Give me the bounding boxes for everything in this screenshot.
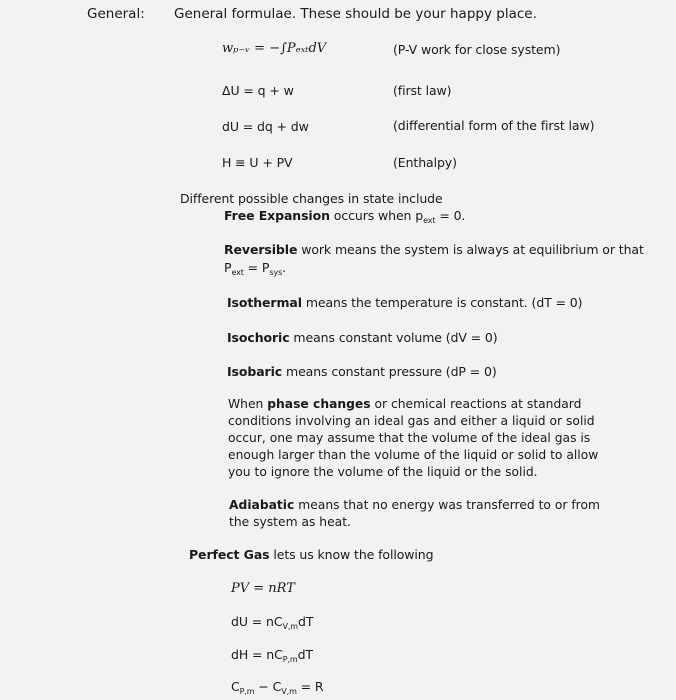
du-formula — [231, 614, 313, 629]
isochoric-line — [227, 330, 498, 345]
dh-formula — [231, 647, 313, 662]
du-sub: V,m — [282, 622, 298, 631]
cp-cv-formula — [231, 679, 324, 694]
adiabatic-paragraph — [229, 497, 601, 531]
adiabatic-text: means that no energy was transferred to or from the system as heat. — [229, 498, 600, 529]
reversible-end: . — [282, 260, 287, 275]
reversible-p-ext: P — [224, 260, 232, 275]
formula-enthalpy-note: (Enthalpy) — [393, 155, 457, 170]
isothermal-text: means the temperature is constant. (dT = 0) — [301, 295, 583, 310]
isobaric-line — [227, 364, 497, 379]
phase-text: or chemical reactions at standard conditions involving an ideal gas and either a liquid or solid occur, one may assume that the volume of the ideal gas is enough larger than the volume of the liquid or solid to allow you to ignore the volume of the liquid or the solid. — [228, 397, 599, 479]
reversible-sys-sub: sys — [269, 268, 283, 277]
reversible-text: work means the system is always at equilibrium or that — [297, 242, 644, 257]
reversible-line — [224, 242, 644, 257]
cv-sub: V,m — [281, 687, 297, 696]
formula-first-law-note: (first law) — [393, 83, 452, 98]
isothermal-line — [227, 295, 582, 310]
phase-lead: When — [228, 397, 268, 411]
cp-lead: C — [231, 679, 240, 694]
dh-lead: dH = nC — [231, 647, 283, 662]
isobaric-term: Isobaric — [227, 364, 283, 379]
ideal-gas-law: PV = nRT — [231, 581, 295, 596]
isobaric-text: means constant pressure (dP = 0) — [282, 364, 497, 379]
free-expansion-term: Free Expansion — [224, 208, 330, 223]
phase-term: phase changes — [267, 397, 371, 411]
formula-differential: dU = dq + dw — [222, 119, 309, 134]
dh-sub: P,m — [282, 655, 298, 664]
formula-first-law: ΔU = q + w — [222, 83, 294, 98]
reversible-eq: = P — [243, 260, 270, 275]
dh-end: dT — [297, 647, 313, 662]
isochoric-term: Isochoric — [227, 330, 290, 345]
cp-end: = R — [296, 679, 324, 694]
free-expansion-line — [224, 208, 465, 223]
section-label: General: — [87, 6, 145, 22]
adiabatic-term: Adiabatic — [229, 498, 295, 512]
formula-pv-work-note: (P-V work for close system) — [393, 42, 561, 57]
perfect-gas-term: Perfect Gas — [189, 547, 270, 562]
phase-change-paragraph — [228, 396, 610, 481]
perfect-gas-text: lets us know the following — [269, 547, 434, 562]
reversible-ext-sub: ext — [231, 268, 244, 277]
formula-pv-work: wₚ₋ᵥ = −∫PₑₓₜdV — [222, 41, 327, 56]
cp-minus: − C — [254, 679, 282, 694]
reversible-term: Reversible — [224, 242, 298, 257]
section-intro: General formulae. These should be your happy place. — [174, 6, 537, 22]
free-expansion-end: = 0. — [435, 208, 466, 223]
isothermal-term: Isothermal — [227, 295, 302, 310]
free-expansion-text: occurs when p — [329, 208, 424, 223]
perfect-gas-line — [189, 547, 433, 562]
changes-intro: Different possible changes in state include — [180, 191, 443, 206]
free-expansion-sub: ext — [423, 216, 436, 225]
formula-differential-note: (differential form of the first law) — [393, 118, 595, 133]
du-lead: dU = nC — [231, 614, 283, 629]
cp-sub: P,m — [239, 687, 255, 696]
isochoric-text: means constant volume (dV = 0) — [289, 330, 498, 345]
reversible-line-2 — [224, 260, 286, 275]
formula-enthalpy: H ≡ U + PV — [222, 155, 293, 170]
du-end: dT — [297, 614, 314, 629]
